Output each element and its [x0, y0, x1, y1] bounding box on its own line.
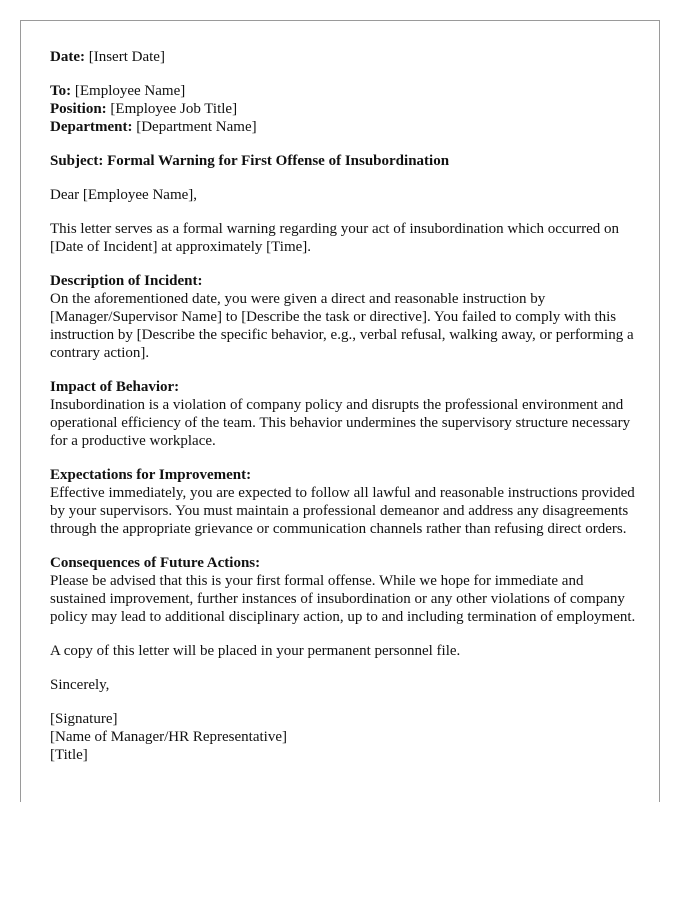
intro-paragraph: This letter serves as a formal warning regarding your act of insubordination which occurred on [Date of Incident] at approximately [Time]. [50, 221, 619, 255]
section-expectations-for-improvement [50, 466, 640, 538]
department-label: Department: [50, 119, 133, 135]
letter-page [20, 20, 660, 802]
date-label: Date: [50, 49, 85, 65]
closing: Sincerely, [50, 677, 110, 693]
section-description-of-incident [50, 272, 640, 362]
to-label: To: [50, 83, 72, 99]
to-value: [Employee Name] [74, 83, 186, 99]
signatory-title: [Title] [50, 747, 88, 763]
section-body: Insubordination is a violation of company policy and disrupts the professional environment and operational efficiency of the team. This behavior undermines the supervisory structure necessary for a productive workplace. [50, 397, 631, 449]
section-body: Effective immediately, you are expected to follow all lawful and reasonable instructions provided by your supervisors. You must maintain a professional demeanor and address any disagreements through the appropriate grievance or communication channels rather than refusing direct orders. [50, 485, 635, 537]
greeting: Dear [Employee Name], [50, 187, 198, 203]
date-block [50, 48, 640, 66]
letter-content [50, 48, 640, 780]
date-value: [Insert Date] [88, 49, 165, 65]
section-heading: Expectations for Improvement: [50, 467, 252, 483]
section-heading: Description of Incident: [50, 273, 203, 289]
department-line [50, 118, 640, 136]
section-heading: Consequences of Future Actions: [50, 555, 261, 571]
signature-block [50, 710, 640, 764]
position-label: Position: [50, 101, 107, 117]
subject-line: Subject: Formal Warning for First Offense of Insubordination [50, 153, 450, 169]
signatory-name: [Name of Manager/HR Representative] [50, 729, 287, 745]
section-impact-of-behavior [50, 378, 640, 450]
position-line [50, 100, 640, 118]
to-line [50, 82, 640, 100]
position-value: [Employee Job Title] [110, 101, 238, 117]
department-value: [Department Name] [136, 119, 257, 135]
section-consequences-of-future-actions [50, 554, 640, 626]
date-line [50, 48, 640, 66]
file-note: A copy of this letter will be placed in your permanent personnel file. [50, 643, 461, 659]
recipient-block [50, 82, 640, 136]
section-body: Please be advised that this is your first formal offense. While we hope for immediate and sustained improvement, further instances of insubordination or any other violations of company policy may lead to additional disciplinary action, up to and including termination of employment. [50, 573, 636, 625]
signature-line: [Signature] [50, 711, 118, 727]
section-body: On the aforementioned date, you were given a direct and reasonable instruction by [Manager/Supervisor Name] to [Describe the task or directive]. You failed to comply with this instruction by [Describe the specific behavior, e.g., verbal refusal, walking away, or performing a contrary action]. [50, 291, 634, 361]
section-heading: Impact of Behavior: [50, 379, 180, 395]
